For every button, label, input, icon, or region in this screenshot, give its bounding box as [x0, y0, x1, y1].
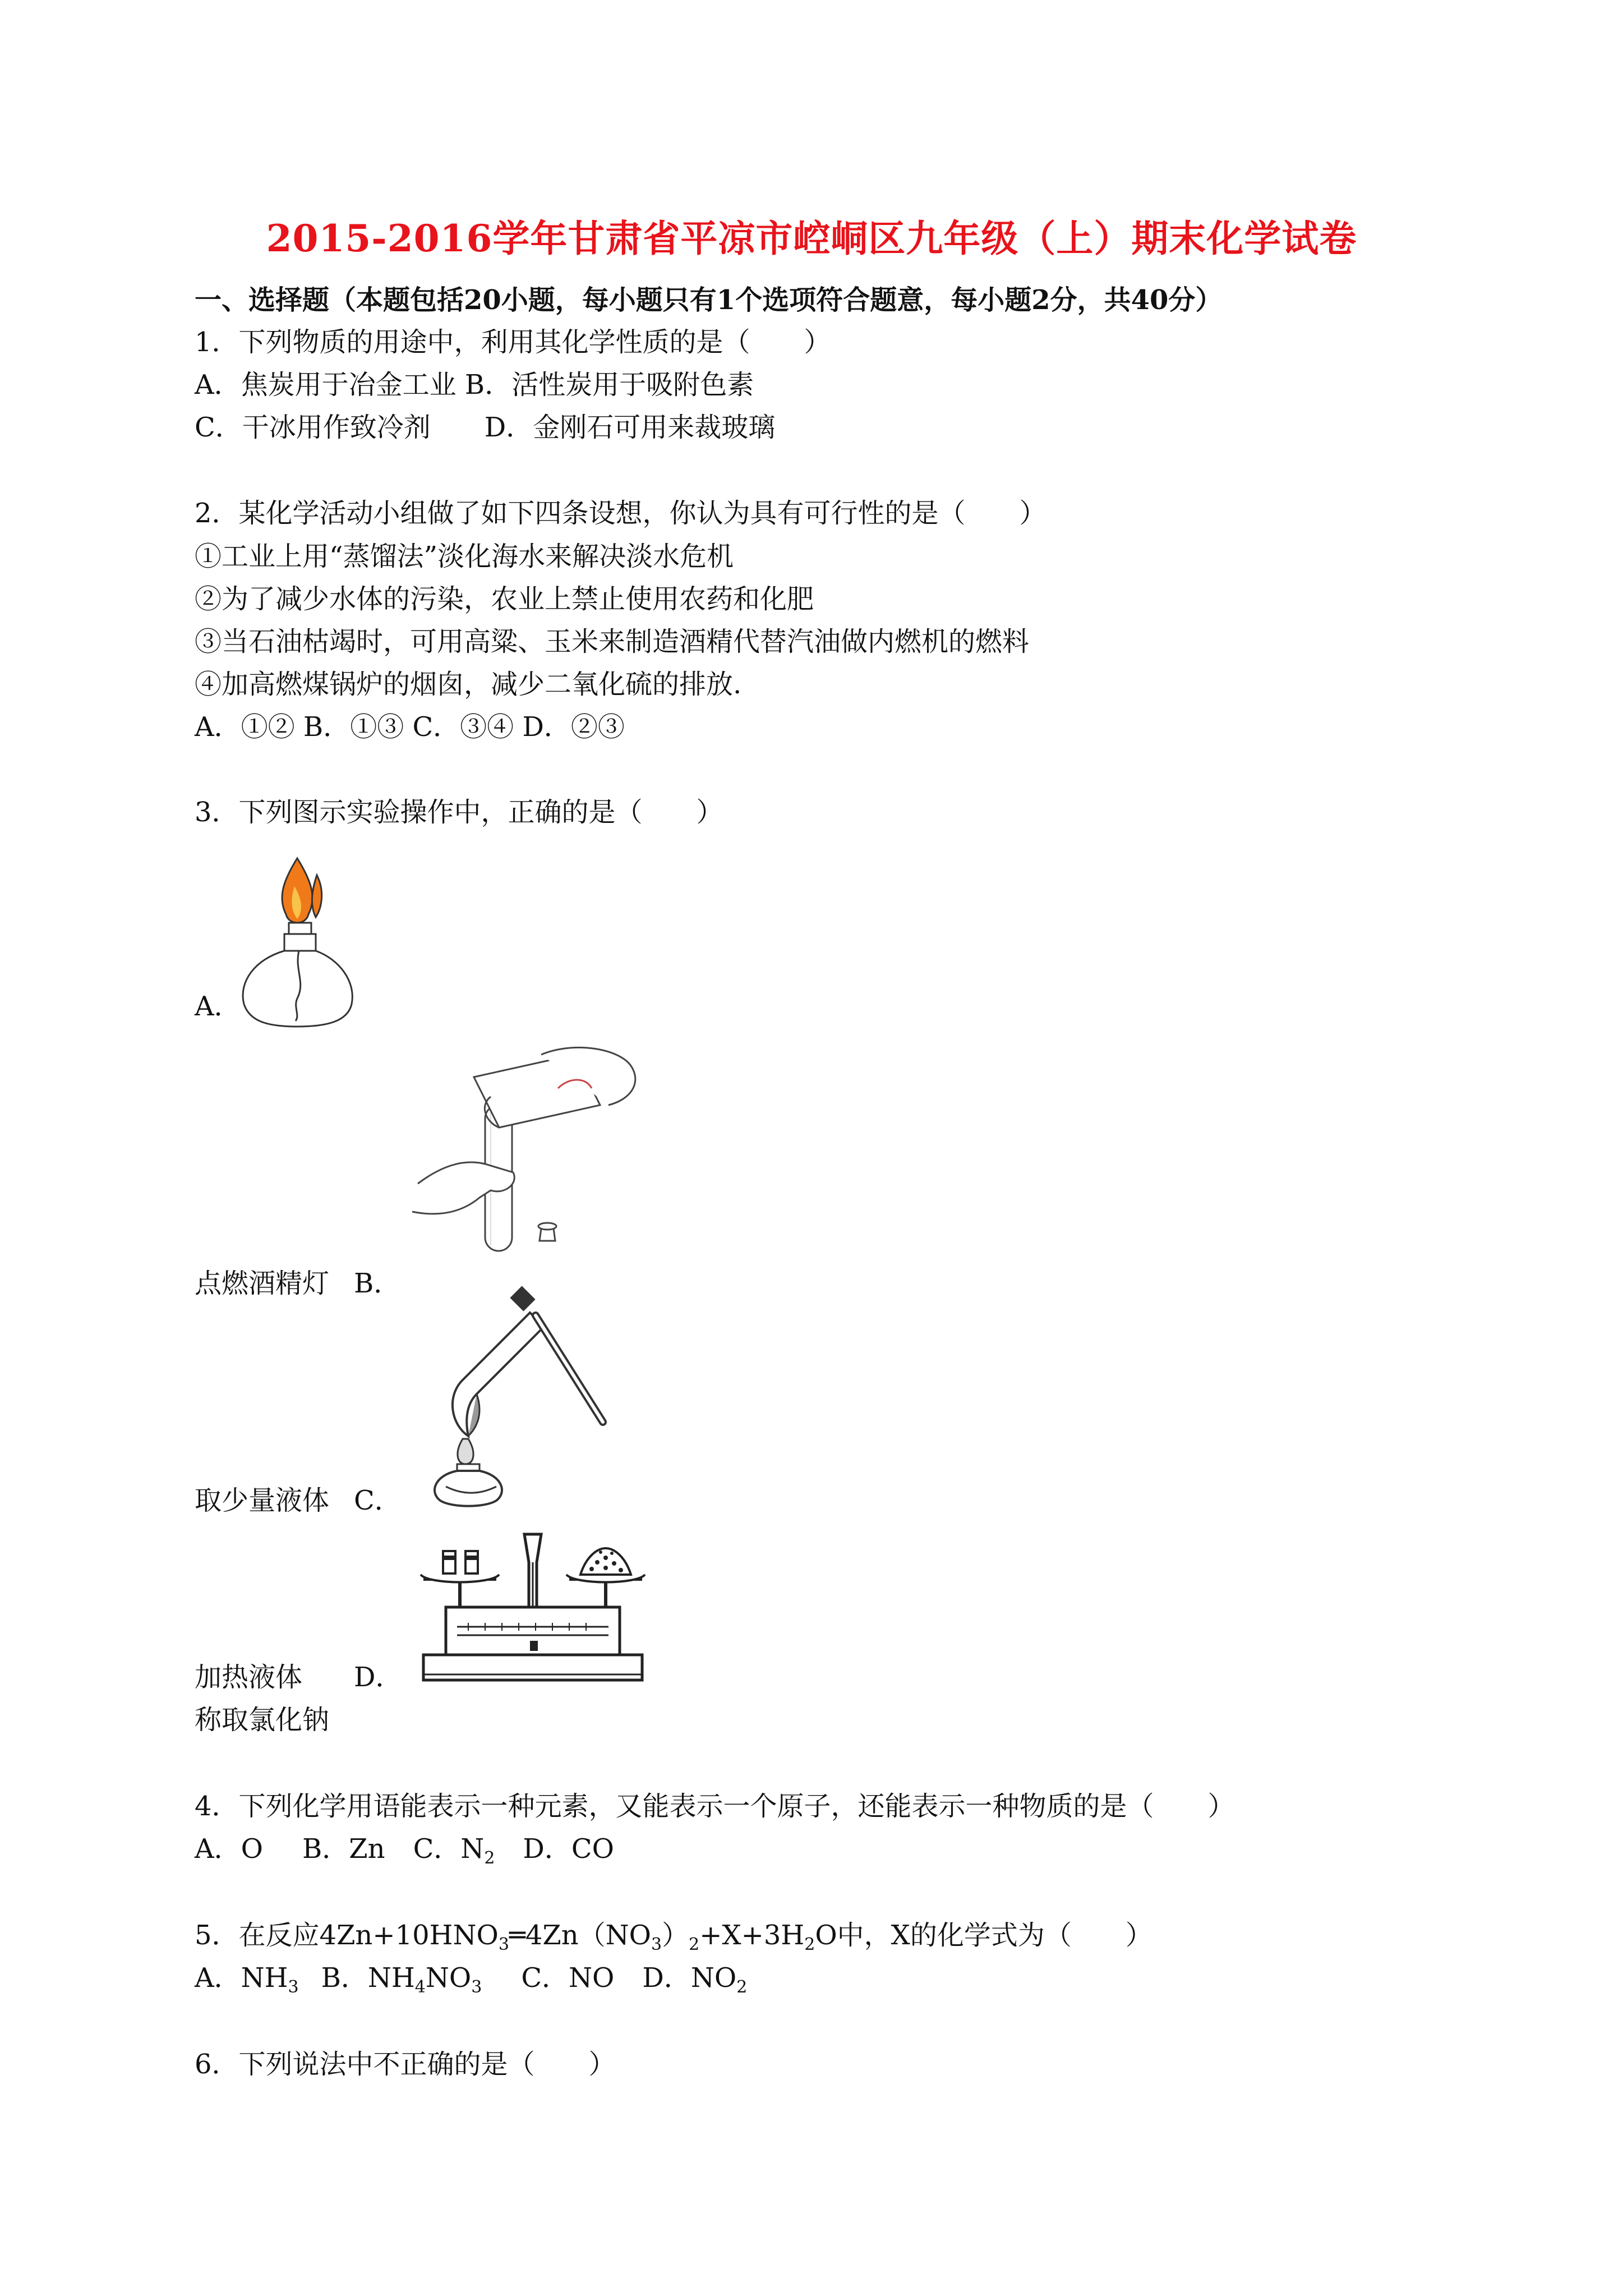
q3-stem: 3．下列图示实验操作中，正确的是（ ）: [195, 797, 723, 828]
q4-option-d: D．CO: [523, 1833, 614, 1865]
q5-stem-part5: O中，X的化学式为（ ）: [815, 1920, 1152, 1951]
section-heading: 一、选择题（本题包括20小题，每小题只有1个选项符合题意，每小题2分，共40分）: [195, 284, 1223, 316]
q3-option-c-label: C．: [354, 1485, 402, 1516]
page-title: 2015-2016学年甘肃省平凉市崆峒区九年级（上）期末化学试卷: [266, 217, 1357, 260]
q5-option-c: C．NO: [521, 1962, 615, 1994]
q2-statement-2: ②为了减少水体的污染，农业上禁止使用农药和化肥: [195, 583, 814, 615]
balance-scale-icon: [412, 1523, 653, 1686]
q4-option-c-subscript: 2: [484, 1848, 495, 1868]
q1-options-row1: A．焦炭用于冶金工业 B．活性炭用于吸附色素: [195, 369, 754, 401]
q5-option-b-mid: NO: [425, 1962, 472, 1994]
q5-option-b-sub2: 3: [471, 1977, 482, 1997]
q2-stem: 2．某化学活动小组做了如下四条设想，你认为具有可行性的是（ ）: [195, 498, 1046, 529]
q3-option-b-label: B．: [354, 1268, 401, 1299]
q3-option-c-caption: [195, 1660, 403, 1694]
q5-stem-sub1: 3: [498, 1935, 509, 1954]
q2-statement-1: ①工业上用“蒸馏法”淡化海水来解决淡水危机: [195, 541, 734, 572]
q5-option-b-sub1: 4: [414, 1977, 426, 1997]
q2-options: A．①② B．①③ C．③④ D．②③: [195, 711, 625, 743]
q3-option-b-caption: [195, 1484, 402, 1517]
q5-stem-part1: 5．在反应4Zn+10HNO: [195, 1920, 499, 1951]
caption-d: 称取氯化钠: [195, 1704, 330, 1736]
caption-c: 加热液体: [195, 1662, 303, 1693]
q2-statement-4: ④加高燃煤锅炉的烟囱，减少二氧化硫的排放.: [195, 669, 742, 700]
q5-stem: [195, 1918, 1152, 1962]
q5-stem-sub3: 2: [689, 1935, 700, 1954]
q4-option-b: B．Zn: [302, 1833, 385, 1865]
caption-a: 点燃酒精灯: [195, 1268, 330, 1299]
q4-option-c: C．N: [413, 1833, 485, 1865]
q5-option-a: A．NH: [195, 1962, 288, 1994]
q5-option-d: D．NO: [642, 1962, 737, 1994]
q4-stem: 4．下列化学用语能表示一种元素，又能表示一个原子，还能表示一种物质的是（ ）: [195, 1791, 1235, 1822]
q1-options-row2: C．干冰用作致冷剂 D．金刚石可用来裁玻璃: [195, 412, 776, 443]
q5-option-a-sub: 3: [288, 1977, 299, 1997]
q3-option-a-label: A．: [195, 991, 241, 1022]
q6-stem: 6．下列说法中不正确的是（ ）: [195, 2049, 616, 2080]
q4-option-a: A．O: [195, 1833, 264, 1865]
q1-stem: 1．下列物质的用途中，利用其化学性质的是（ ）: [195, 326, 831, 358]
q3-option-d-label: D．: [354, 1662, 403, 1693]
q5-option-d-sub: 2: [736, 1977, 748, 1997]
q5-stem-part2: ═4Zn（NO: [509, 1920, 652, 1951]
q5-stem-sub4: 2: [804, 1935, 815, 1954]
q4-options: [195, 1832, 614, 1875]
caption-b: 取少量液体: [195, 1485, 330, 1516]
q5-stem-part4: +X+3H: [699, 1920, 805, 1951]
pouring-liquid-icon: [407, 1043, 676, 1268]
heating-test-tube-icon: [418, 1285, 608, 1509]
q3-option-a-caption: [195, 1267, 400, 1300]
q5-stem-part3: ）: [662, 1920, 689, 1951]
alcohol-lamp-icon: [233, 853, 362, 1032]
q5-stem-sub2: 3: [651, 1935, 662, 1954]
q5-options: [195, 1961, 747, 2004]
q5-option-b: B．NH: [321, 1962, 415, 1994]
q2-statement-3: ③当石油枯竭时，可用高粱、玉米来制造酒精代替汽油做内燃机的燃料: [195, 626, 1030, 657]
